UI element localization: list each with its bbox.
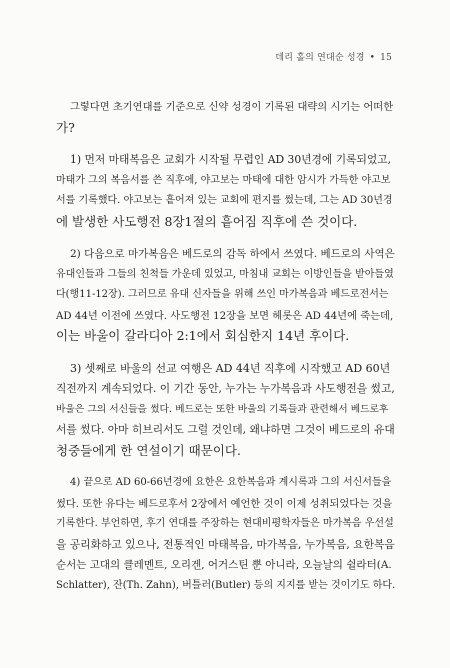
text-line: 마태가 그의 복음서를 쓴 직후에, 야고보는 마태에 대한 암시가 가득한 야고보: [56, 174, 391, 186]
running-header: [275, 50, 392, 63]
text-line: AD 44년 이전에 쓰였다. 사도행전 12장을 보면 헤롯은 AD 44년에 죽는데,: [56, 309, 394, 322]
header-bullet: •: [369, 53, 376, 63]
header-title: 데리 홀의 연대순 성경: [275, 53, 365, 63]
text-line: 기록한다. 부언하면, 후기 연대를 주장하는 현대비평학자들은 마가복음 우선설: [56, 518, 394, 529]
text-line: 서를 썼다. 아마 히브리서도 그럴 것인데, 왜냐하면 그것이 베드로의 유대: [56, 423, 395, 436]
text-line: 유대인들과 그들의 친척들 가운데 있었고, 마침내 교회는 이방인들을 받아들였: [56, 268, 394, 280]
text-line: 1) 먼저 마태복음은 교회가 시작될 무렵인 AD 30년경에 기록되었고,: [70, 153, 392, 166]
text-line: 청중들에게 한 연설이기 때문이다.: [56, 442, 241, 458]
text-line: 그렇다면 초기연대를 기준으로 신약 성경이 기록된 대략의 시기는 어떠한: [70, 101, 394, 113]
text-line: 직전까지 계속되었다. 이 기간 동안, 누가는 누가복음과 사도행전을 썼고,: [56, 382, 395, 395]
body-text: [56, 97, 396, 596]
text-line: Schlatter), 잔(Th. Zahn), 버틀러(Butler) 등의 지지를 받는 것이기도 하다.: [56, 579, 396, 591]
text-line: 3) 셋째로 바울의 선교 여행은 AD 44년 직후에 시작했고 AD 60년: [70, 361, 391, 375]
text-line: 을 공리화하고 있으나, 전통적인 마태복음, 마가복음, 누가복음, 요한복음: [56, 537, 395, 551]
text-line: 썼다. 또한 유다는 베드로후서 2장에서 예언한 것이 이제 성취되었다는 것을: [56, 497, 393, 510]
text-line: 순서는 고대의 클레멘트, 오리겐, 어거스틴 뿐 아니라, 오늘날의 쉴라터(A.: [56, 559, 392, 571]
text-line: 이는 바울이 갈라디아 2:1에서 회심한지 14년 후이다.: [56, 328, 350, 343]
page-number: 15: [380, 53, 392, 63]
text-line: 다(행11-12장). 그러므로 유대 신자들을 위해 쓰인 마가복음과 베드로전서는: [56, 289, 389, 300]
text-line: 가?: [56, 119, 75, 135]
text-line: 바울은 그의 서신들을 썼다. 베드로는 또한 바울의 기록들과 관련해서 베드로후: [56, 403, 389, 415]
text-line: 에 발생한 사도행전 8장1절의 흩어짐 직후에 쓴 것이다.: [56, 213, 358, 229]
text-line: 2) 다음으로 마가복음은 베드로의 감독 하에서 쓰였다. 베드로의 사역은: [70, 248, 395, 260]
text-line: 4) 끝으로 AD 60-66년경에 요한은 요한복음과 계시록과 그의 서신서들을: [70, 477, 392, 488]
text-line: 서를 기록했다. 야고보는 흩어져 있는 교회에 편지를 썼는데, 그는 AD 30년경: [56, 195, 393, 206]
